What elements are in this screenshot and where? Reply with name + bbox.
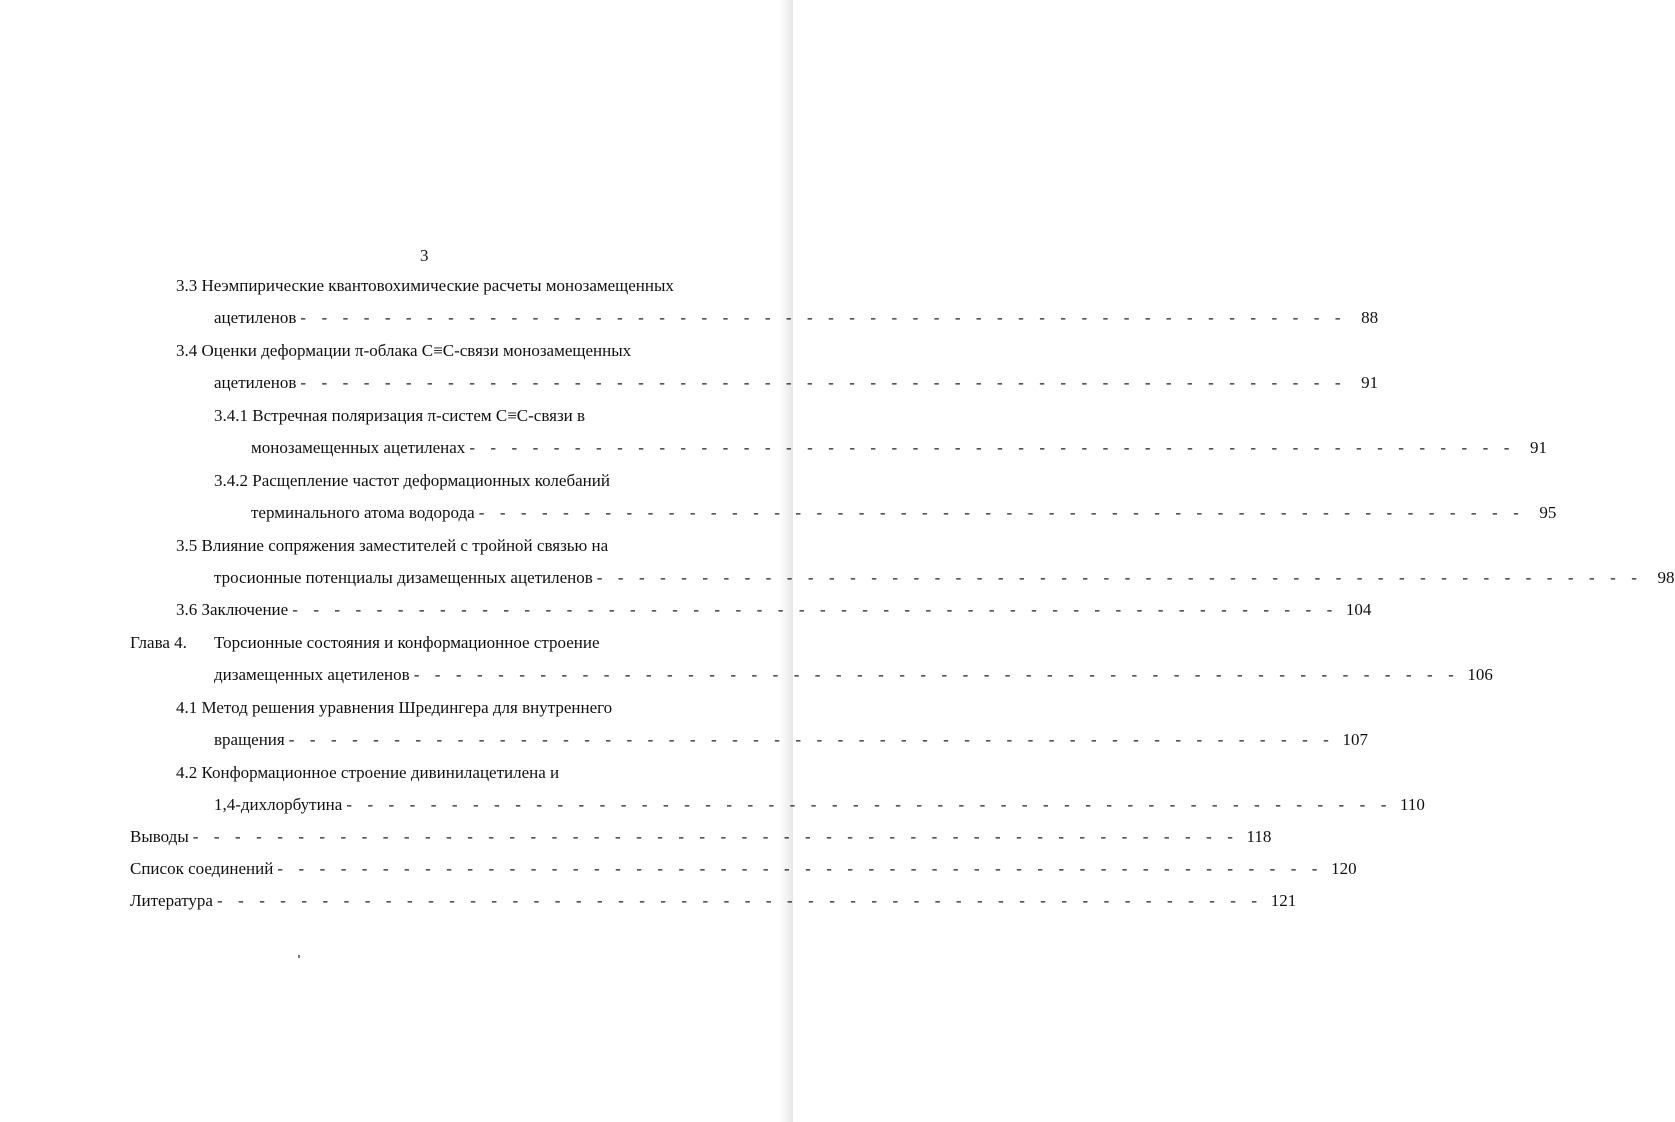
toc-literature-page: 121 bbox=[1270, 891, 1297, 910]
toc-3-4-1-page: 91 bbox=[1530, 438, 1548, 457]
toc-3-3-title: 3.3 Неэмпирические квантовохимические расчеты монозамещенных bbox=[176, 276, 674, 295]
toc-chapter-4-label: Глава 4. bbox=[130, 633, 187, 652]
toc-4-2-entry bbox=[214, 795, 1425, 815]
dot-leader: - - - - - - - - - - - - - - - - - - - - - - - - - - - - - - - - - - - - - - - - - - - - - - - - - - bbox=[413, 665, 1460, 684]
toc-chapter-4-title: Торсионные состояния и конформационное строение bbox=[214, 633, 600, 652]
dot-leader: - - - - - - - - - - - - - - - - - - - - - - - - - - - - - - - - - - - - - - - - - - - - - - - - - - bbox=[292, 600, 1338, 619]
scan-speck bbox=[298, 955, 300, 958]
toc-conclusions-page: 118 bbox=[1246, 827, 1272, 846]
toc-conclusions-title: Выводы bbox=[130, 827, 189, 846]
scan-edge-shadow bbox=[779, 0, 793, 1122]
dot-leader: - - - - - - - - - - - - - - - - - - - - - - - - - - - - - - - - - - - - - - - - - - - - - - - - - - bbox=[192, 827, 1239, 846]
dot-leader: - - - - - - - - - - - - - - - - - - - - - - - - - - - - - - - - - - - - - - - - - - - - - - - - - - bbox=[596, 568, 1643, 587]
toc-3-4-2-page: 95 bbox=[1539, 503, 1557, 522]
toc-3-5-entry bbox=[214, 568, 1675, 588]
toc-4-1-title-cont: вращения bbox=[214, 730, 285, 749]
toc-chapter-4-page: 106 bbox=[1467, 665, 1493, 684]
toc-4-2-title: 4.2 Конформационное строение дивинилацетилена и bbox=[176, 763, 560, 782]
toc-3-4-1-title-cont: монозамещенных ацетиленах bbox=[251, 438, 466, 457]
dot-leader: - - - - - - - - - - - - - - - - - - - - - - - - - - - - - - - - - - - - - - - - - - - - - - - - - - bbox=[300, 308, 1347, 327]
toc-compounds-title: Список соединений bbox=[130, 859, 274, 878]
toc-chapter-4-title-cont: дизамещенных ацетиленов bbox=[214, 665, 410, 684]
toc-4-1-page: 107 bbox=[1342, 730, 1368, 749]
toc-3-4-1-entry bbox=[251, 438, 1548, 458]
toc-3-4-1-title: 3.4.1 Встречная поляризация π-систем C≡C-связи в bbox=[214, 406, 586, 425]
toc-3-6-page: 104 bbox=[1345, 600, 1372, 619]
toc-3-6-entry bbox=[176, 600, 1372, 620]
toc-compounds-entry bbox=[130, 859, 1357, 879]
dot-leader: - - - - - - - - - - - - - - - - - - - - - - - - - - - - - - - - - - - - - - - - - - - - - - - - - - bbox=[478, 503, 1525, 522]
toc-3-6-title: 3.6 Заключение bbox=[176, 600, 289, 619]
toc-3-3-entry bbox=[214, 308, 1379, 328]
toc-3-3-title-cont: ацетиленов bbox=[214, 308, 297, 327]
dot-leader: - - - - - - - - - - - - - - - - - - - - - - - - - - - - - - - - - - - - - - - - - - - - - - - - - - bbox=[277, 859, 1324, 878]
toc-3-4-page: 91 bbox=[1361, 373, 1379, 392]
toc-3-5-title-cont: тросионные потенциалы дизамещенных ацетиленов bbox=[214, 568, 593, 587]
toc-literature-title: Литература bbox=[130, 891, 213, 910]
toc-chapter-4-entry bbox=[214, 665, 1493, 685]
page-number: 3 bbox=[420, 246, 429, 265]
toc-3-4-title: 3.4 Оценки деформации π-облака C≡C-связи монозамещенных bbox=[176, 341, 632, 360]
toc-4-1-title: 4.1 Метод решения уравнения Шредингера для внутреннего bbox=[176, 698, 613, 717]
toc-4-2-title-cont: 1,4-дихлорбутина bbox=[214, 795, 343, 814]
toc-3-5-page: 98 bbox=[1657, 568, 1675, 587]
dot-leader: - - - - - - - - - - - - - - - - - - - - - - - - - - - - - - - - - - - - - - - - - - - - - - - - - - bbox=[346, 795, 1393, 814]
toc-4-2-page: 110 bbox=[1400, 795, 1425, 814]
toc-3-3-page: 88 bbox=[1361, 308, 1379, 327]
dot-leader: - - - - - - - - - - - - - - - - - - - - - - - - - - - - - - - - - - - - - - - - - - - - - - - - - - bbox=[300, 373, 1347, 392]
toc-compounds-page: 120 bbox=[1331, 859, 1357, 878]
dot-leader: - - - - - - - - - - - - - - - - - - - - - - - - - - - - - - - - - - - - - - - - - - - - - - - - - - bbox=[469, 438, 1516, 457]
dot-leader: - - - - - - - - - - - - - - - - - - - - - - - - - - - - - - - - - - - - - - - - - - - - - - - - - - bbox=[216, 891, 1263, 910]
toc-conclusions-entry bbox=[130, 827, 1272, 847]
toc-3-4-entry bbox=[214, 373, 1379, 393]
dot-leader: - - - - - - - - - - - - - - - - - - - - - - - - - - - - - - - - - - - - - - - - - - - - - - - - - - bbox=[288, 730, 1335, 749]
toc-literature-entry bbox=[130, 891, 1297, 911]
toc-4-1-entry bbox=[214, 730, 1368, 750]
toc-3-5-title: 3.5 Влияние сопряжения заместителей с тройной связью на bbox=[176, 536, 609, 555]
toc-3-4-2-title-cont: терминального атома водорода bbox=[251, 503, 475, 522]
toc-3-4-title-cont: ацетиленов bbox=[214, 373, 297, 392]
toc-3-4-2-entry bbox=[251, 503, 1557, 523]
toc-3-4-2-title: 3.4.2 Расщепление частот деформационных колебаний bbox=[214, 471, 610, 490]
